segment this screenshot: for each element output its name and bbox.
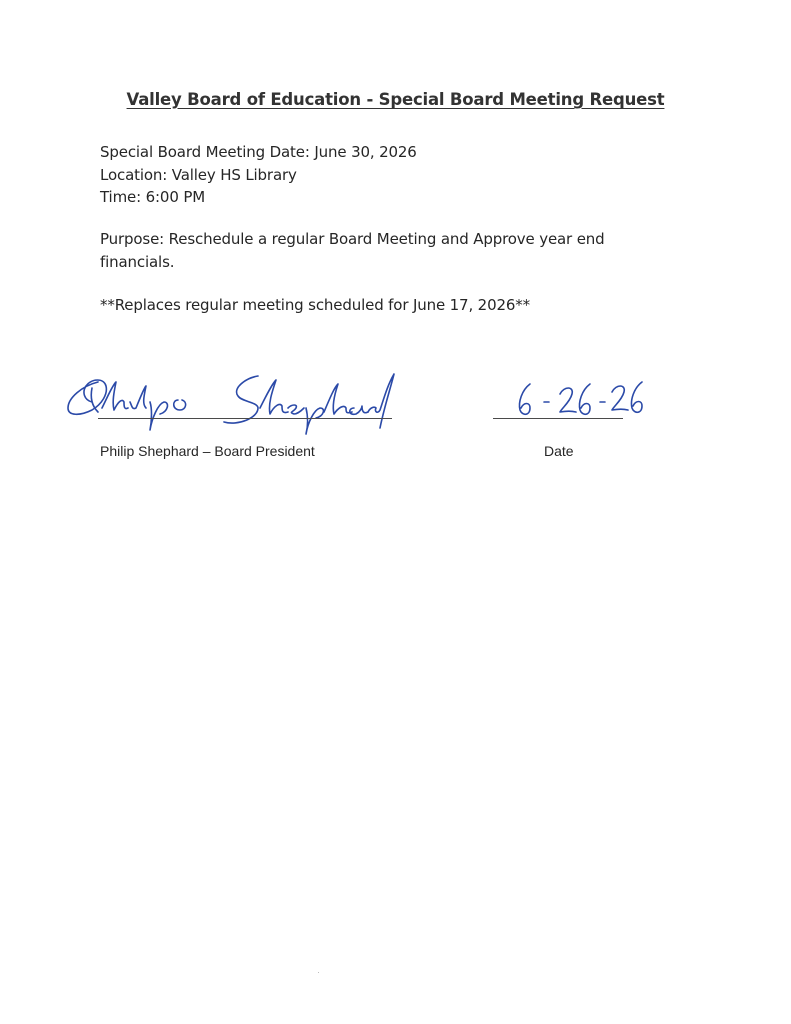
date-line (493, 418, 623, 419)
location-line: Location: Valley HS Library (100, 165, 297, 184)
signer-caption: Philip Shephard – Board President (100, 443, 315, 459)
meeting-date-line: Special Board Meeting Date: June 30, 2026 (100, 143, 417, 161)
handwritten-signature (62, 368, 402, 438)
replaces-note: **Replaces regular meeting scheduled for June 17, 2026** (100, 296, 530, 314)
time-line: Time: 6:00 PM (100, 188, 206, 206)
document-title: Valley Board of Education - Special Board Meeting Request (126, 90, 665, 109)
meeting-info-block (100, 141, 417, 209)
purpose-paragraph: Purpose: Reschedule a regular Board Meeting and Approve year end financials. (100, 230, 605, 271)
handwritten-date (512, 378, 652, 423)
date-caption: Date (544, 443, 574, 459)
scan-speck (318, 972, 319, 973)
signature-line (98, 418, 392, 419)
